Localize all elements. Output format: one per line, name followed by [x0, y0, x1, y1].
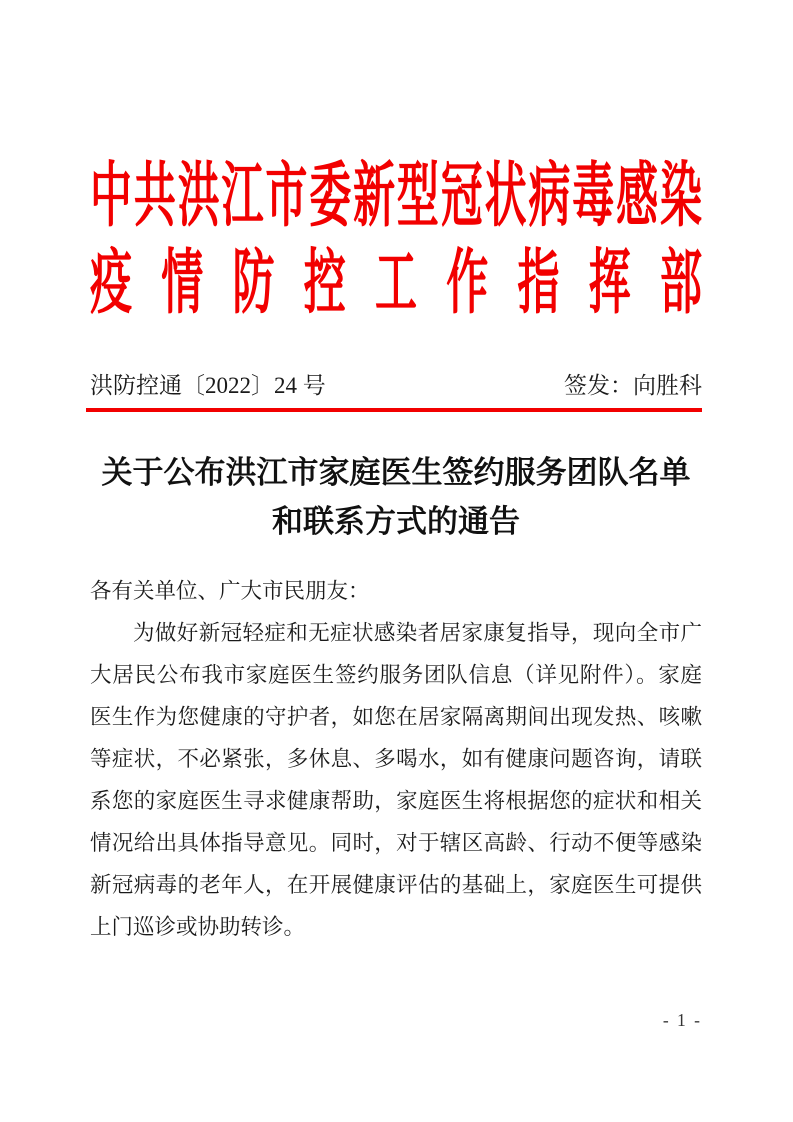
doc-number: 洪防控通〔2022〕24 号 — [90, 373, 326, 398]
letterhead — [90, 155, 702, 322]
body-paragraph — [90, 612, 702, 948]
doc-number-row — [90, 372, 702, 400]
issuer: 签发：向胜科 — [564, 373, 702, 398]
body-text — [90, 570, 702, 948]
red-separator-line — [86, 408, 702, 412]
title-line-2: 和联系方式的通告 — [272, 504, 520, 539]
page-number: - 1 - — [662, 1010, 702, 1030]
body-line: 等症状，不必紧张，多休息、多喝水，如有健康问题咨询，请联 — [90, 747, 702, 771]
body-line: 大居民公布我市家庭医生签约服务团队信息（详见附件）。家庭 — [90, 663, 702, 687]
letterhead-line-2: 疫情防控工作指挥部 — [90, 242, 702, 322]
body-line: 为做好新冠轻症和无症状感染者居家康复指导，现向全市广 — [133, 621, 702, 645]
body-line: 系您的家庭医生寻求健康帮助，家庭医生将根据您的症状和相关 — [90, 789, 702, 813]
document-title — [90, 448, 702, 546]
body-line: 医生作为您健康的守护者，如您在居家隔离期间出现发热、咳嗽 — [90, 705, 702, 729]
body-line: 新冠病毒的老年人，在开展健康评估的基础上，家庭医生可提供 — [90, 873, 702, 897]
title-line-1: 关于公布洪江市家庭医生签约服务团队名单 — [101, 455, 691, 490]
letterhead-line-1: 中共洪江市委新型冠状病毒感染 — [90, 155, 702, 235]
body-line: 上门巡诊或协助转诊。 — [90, 915, 306, 939]
body-line: 情况给出具体指导意见。同时，对于辖区高龄、行动不便等感染 — [90, 831, 702, 855]
salutation: 各有关单位、广大市民朋友： — [90, 579, 370, 603]
